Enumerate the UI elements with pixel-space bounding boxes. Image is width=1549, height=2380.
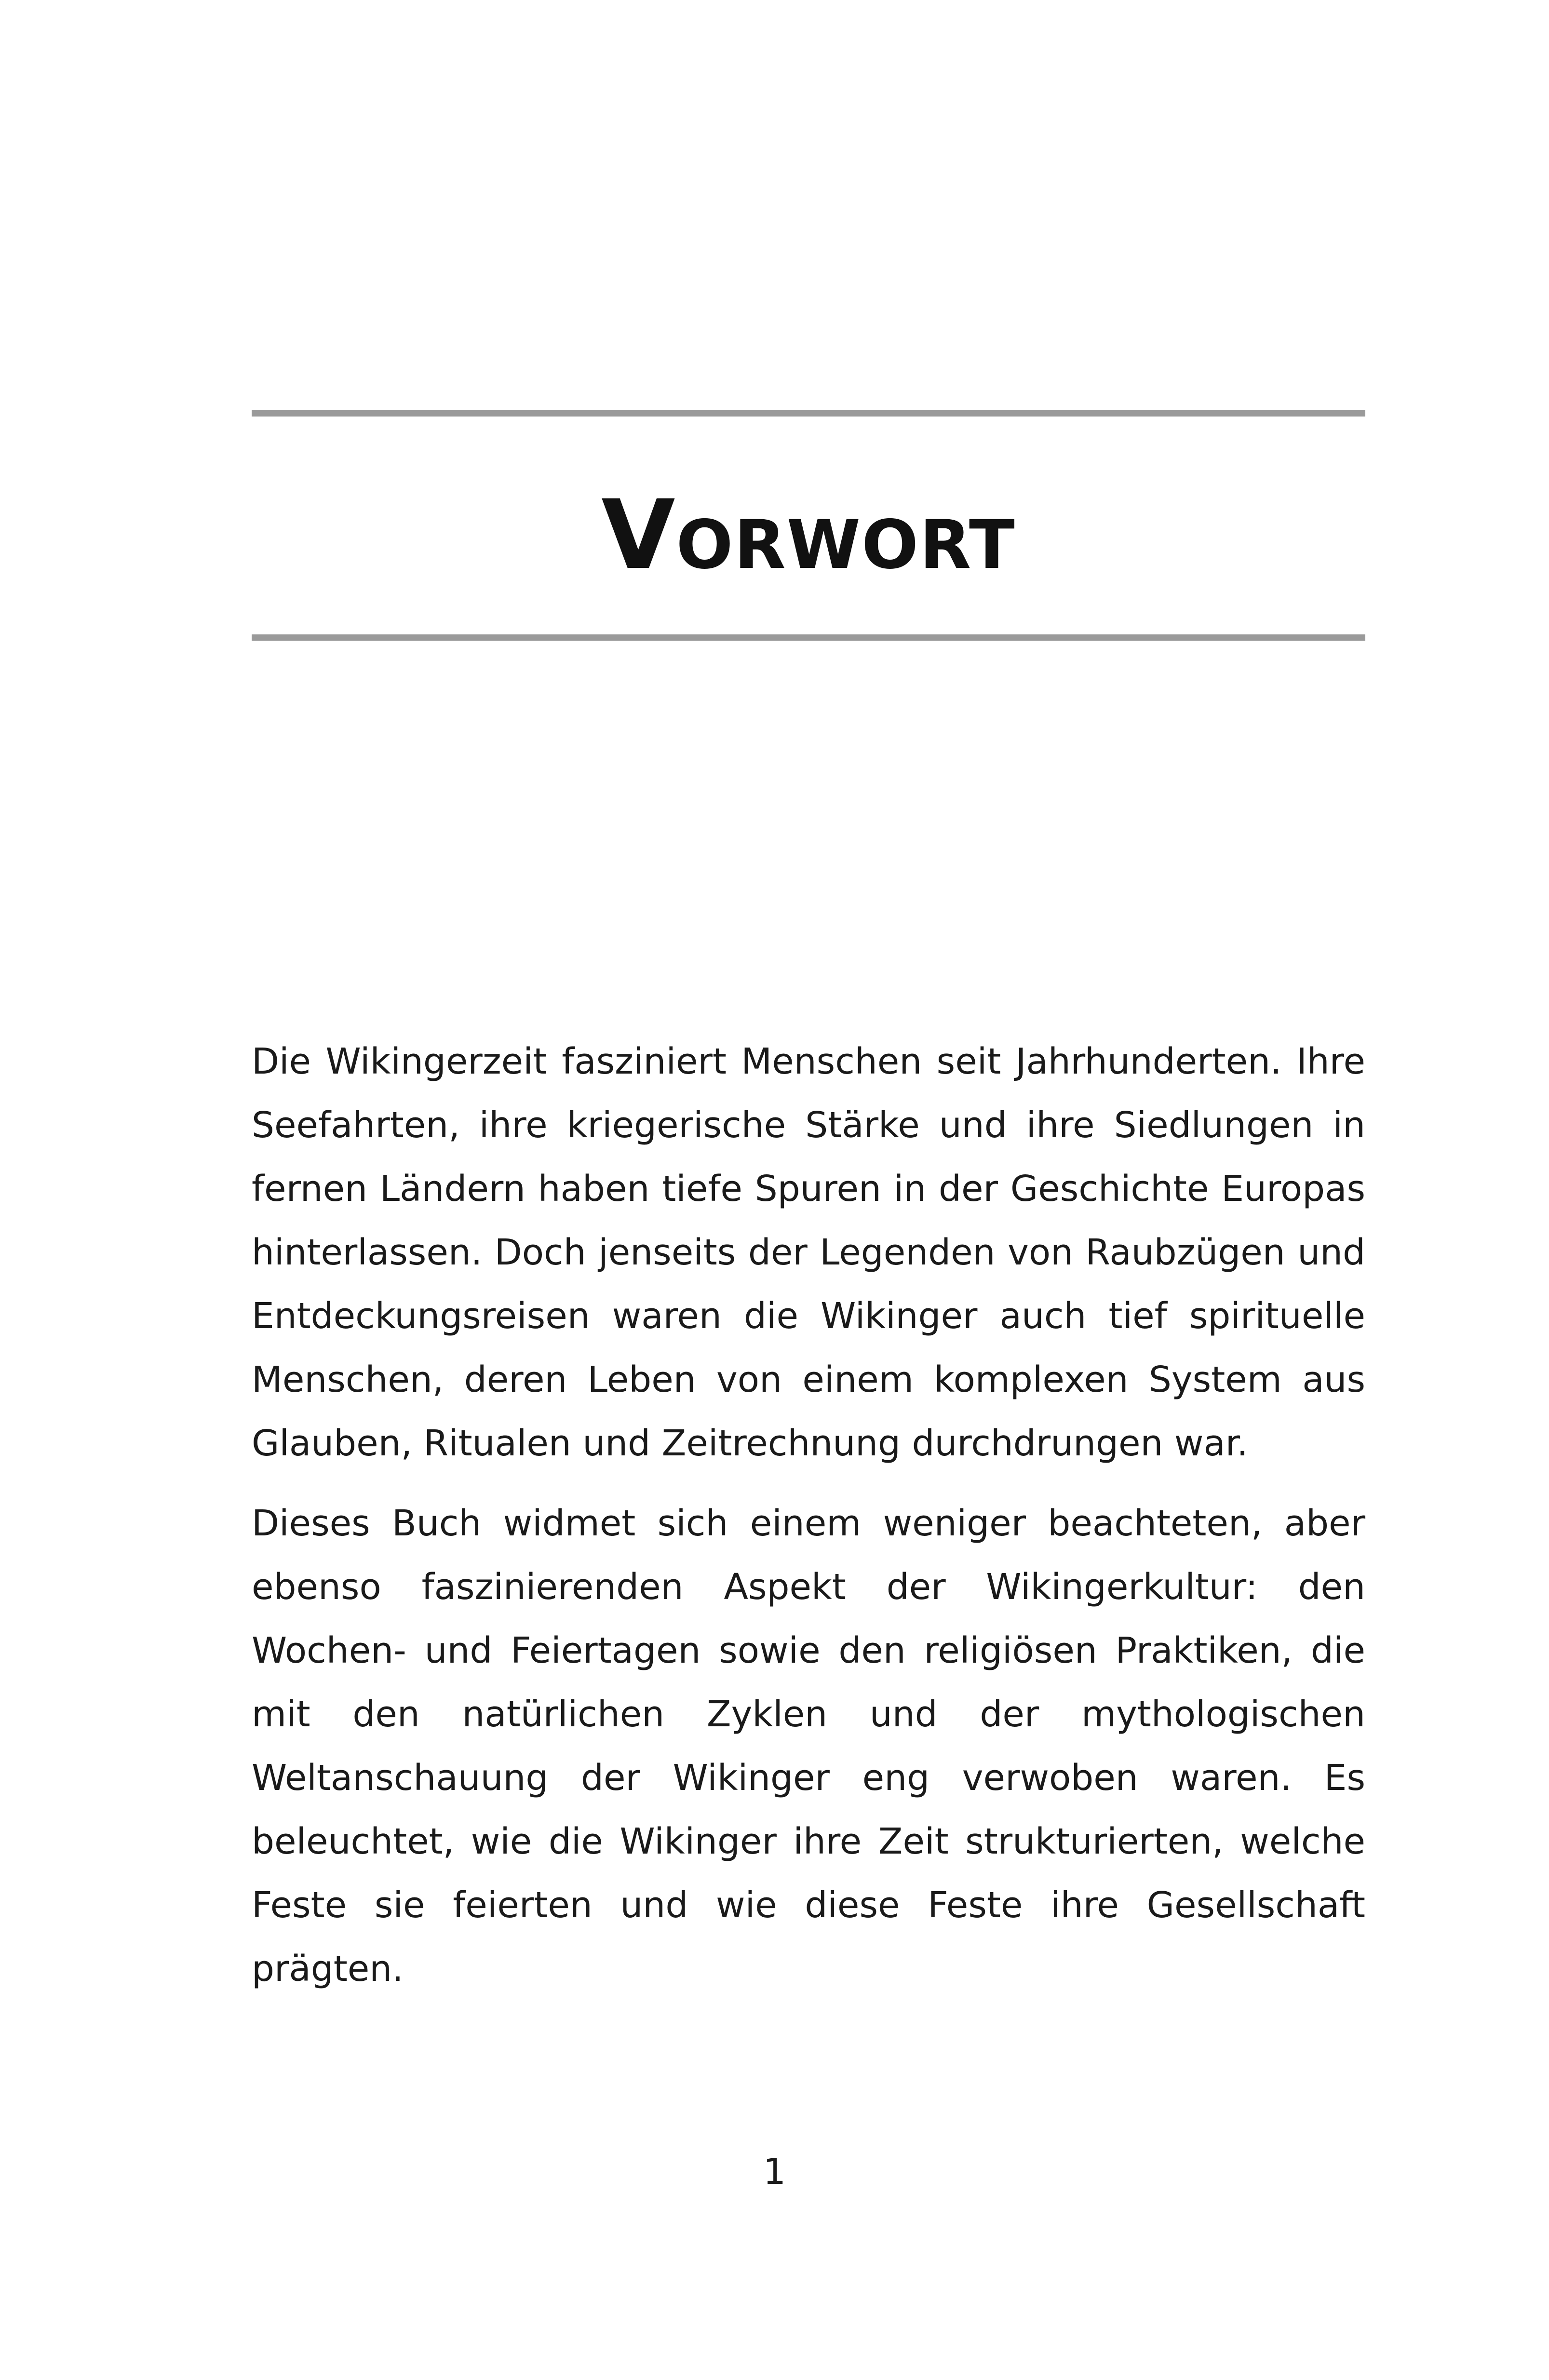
paragraph: Dieses Buch widmet sich einem weniger beachteten, aber ebenso faszinierenden Aspekt der Wikingerkultur: den Wochen- und Feiertagen sowie den religiösen Praktiken, die mit den natürlichen Zyklen und der mythologischen Weltanschauung der Wikinger eng verwoben waren. Es beleuchtet, wie die Wikinger ihre Zeit strukturierten, welche Feste sie feierten und wie diese Feste ihre Gesellschaft prägten. — [252, 1503, 1365, 1990]
page-number: 1 — [763, 2151, 786, 2192]
title-rule-bottom — [252, 634, 1365, 641]
body-text — [252, 1030, 1365, 2017]
chapter-title: Vorwort — [601, 479, 1016, 591]
title-rule-top — [252, 410, 1365, 417]
paragraph: Die Wikingerzeit fasziniert Menschen seit Jahrhunderten. Ihre Seefahrten, ihre kriegerische Stärke und ihre Siedlungen in fernen Ländern haben tiefe Spuren in der Geschichte Europas hinterlassen. Doch jenseits der Legenden von Raubzügen und Entdeckungsreisen waren die Wikinger auch tief spirituelle Menschen, deren Leben von einem komplexen System aus Glauben, Ritualen und Zeitrechnung durchdrungen war. — [252, 1041, 1365, 1464]
